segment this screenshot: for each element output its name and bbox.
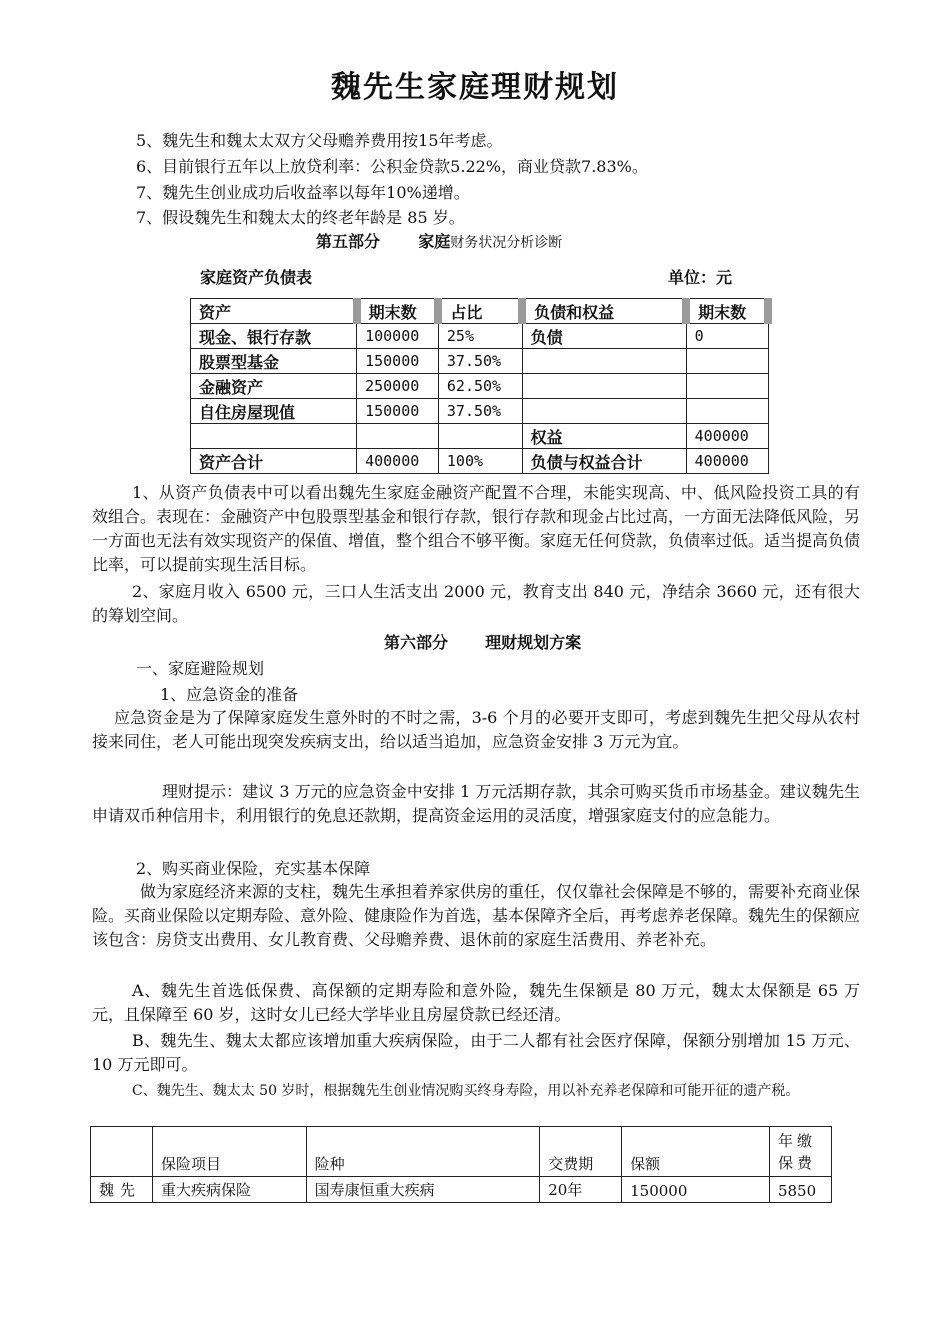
assumption-6: 6、目前银行五年以上放贷利率：公积金贷款5.22%，商业贷款7.83%。 bbox=[136, 157, 648, 176]
table-row bbox=[191, 324, 769, 349]
insurance-table bbox=[90, 1126, 832, 1203]
part5-heading-b: 家庭 bbox=[418, 232, 451, 251]
header-asset: 资产 bbox=[191, 299, 357, 324]
cell: 400000 bbox=[686, 424, 768, 449]
cell: 150000 bbox=[622, 1177, 770, 1203]
cell: 100000 bbox=[357, 324, 439, 349]
cell bbox=[191, 424, 357, 449]
cell bbox=[522, 349, 686, 374]
insurance-item-b: B、魏先生、魏太太都应该增加重大疾病保险，由于二人都有社会医疗保障，保额分别增加 15 万元、10 万元即可。 bbox=[92, 1031, 860, 1074]
emergency-fund-paragraph: 应急资金是为了保障家庭发生意外时的不时之需，3-6 个月的必要开支即可，考虑到魏先生把父母从农村接来同住，老人可能出现突发疾病支出，给以适当追加，应急资金安排 3 万元为宜。 bbox=[92, 708, 860, 751]
insurance-item-c: C、魏先生、魏太太 50 岁时，根据魏先生创业情况购买终身寿险，用以补充养老保障和可能开征的遗产税。 bbox=[132, 1083, 800, 1099]
insurance-paragraph: 做为家庭经济来源的支柱，魏先生承担着养家供房的重任，仅仅靠社会保障是不够的，需要补充商业保险。买商业保险以定期寿险、意外险、健康险作为首选，基本保障齐全后，再考虑养老保障。魏先生的保额应该包含：房贷支出费用、女儿教育费、父母赡养费、退休前的家庭生活费用、养老补充。 bbox=[92, 882, 861, 949]
cell bbox=[686, 349, 768, 374]
sub-emergency-fund: 1、应急资金的准备 bbox=[160, 685, 299, 704]
cell: 魏先 bbox=[91, 1177, 153, 1203]
ins-header-coverage: 保额 bbox=[622, 1127, 770, 1177]
ins-header-term: 交费期 bbox=[540, 1127, 622, 1177]
page-title: 魏先生家庭理财规划 bbox=[331, 70, 619, 105]
assumption-7b: 7、假设魏先生和魏太太的终老年龄是 85 岁。 bbox=[136, 208, 465, 227]
ins-header-person bbox=[91, 1127, 153, 1177]
cell: 62.50% bbox=[438, 374, 522, 399]
cell: 37.50% bbox=[438, 349, 522, 374]
cell bbox=[522, 374, 686, 399]
table-row bbox=[191, 449, 769, 474]
insurance-header-row bbox=[91, 1127, 832, 1177]
sub-insurance: 2、购买商业保险，充实基本保障 bbox=[136, 859, 371, 878]
cell bbox=[438, 424, 522, 449]
cell: 国寿康恒重大疾病 bbox=[306, 1177, 540, 1203]
header-amount-2: 期末数 bbox=[686, 299, 768, 324]
header-ratio: 占比 bbox=[438, 299, 522, 324]
header-amount: 期末数 bbox=[357, 299, 439, 324]
ins-header-item: 保险项目 bbox=[152, 1127, 306, 1177]
cell: 现金、银行存款 bbox=[191, 324, 357, 349]
table-row bbox=[191, 374, 769, 399]
header-liability: 负债和权益 bbox=[522, 299, 686, 324]
part5-heading-a: 第五部分 bbox=[316, 232, 381, 251]
cell: 金融资产 bbox=[191, 374, 357, 399]
part6-heading-a: 第六部分 bbox=[384, 633, 449, 652]
table-row bbox=[191, 349, 769, 374]
cell: 400000 bbox=[686, 449, 768, 474]
analysis-paragraph-1: 1、从资产负债表中可以看出魏先生家庭金融资产配置不合理，未能实现高、中、低风险投资工具的有效组合。表现在：金融资产中包股票型基金和银行存款，银行存款和现金占比过高，一方面无法降低风险，另一方面也无法有效实现资产的保值、增值，整个组合不够平衡。家庭无任何贷款，负债率过低。适当提高负债比率，可以提前实现生活目标。 bbox=[92, 483, 861, 574]
table-row bbox=[191, 399, 769, 424]
table-row bbox=[191, 424, 769, 449]
cell: 0 bbox=[686, 324, 768, 349]
cell: 负债 bbox=[522, 324, 686, 349]
cell bbox=[357, 424, 439, 449]
ins-header-type: 险种 bbox=[306, 1127, 540, 1177]
cell: 负债与权益合计 bbox=[522, 449, 686, 474]
ins-header-premium: 年缴保费 bbox=[769, 1127, 831, 1177]
balance-sheet-title: 家庭资产负债表 bbox=[200, 268, 313, 287]
part5-heading-c: 财务状况分析诊断 bbox=[450, 235, 563, 251]
cell: 权益 bbox=[522, 424, 686, 449]
cell: 150000 bbox=[357, 349, 439, 374]
analysis-paragraph-2: 2、家庭月收入 6500 元，三口人生活支出 2000 元，教育支出 840 元，净结余 3660 元，还有很大的筹划空间。 bbox=[92, 582, 860, 625]
assumption-7a: 7、魏先生创业成功后收益率以每年10%递增。 bbox=[136, 183, 470, 202]
cell: 250000 bbox=[357, 374, 439, 399]
assumption-5: 5、魏先生和魏太太双方父母赡养费用按15年考虑。 bbox=[136, 131, 503, 150]
cell bbox=[522, 399, 686, 424]
cell: 400000 bbox=[357, 449, 439, 474]
cell bbox=[686, 374, 768, 399]
cell: 资产合计 bbox=[191, 449, 357, 474]
cell: 37.50% bbox=[438, 399, 522, 424]
cell: 股票型基金 bbox=[191, 349, 357, 374]
insurance-item-a: A、魏先生首选低保费、高保额的定期寿险和意外险，魏先生保额是 80 万元，魏太太保额是 65 万元，且保障至 60 岁，这时女儿已经大学毕业且房屋贷款已经还清。 bbox=[92, 981, 860, 1024]
cell: 25% bbox=[438, 324, 522, 349]
balance-sheet-unit: 单位：元 bbox=[668, 268, 733, 287]
part6-heading-b: 理财规划方案 bbox=[485, 633, 582, 652]
balance-sheet-header-row bbox=[191, 299, 769, 324]
cell: 5850 bbox=[769, 1177, 831, 1203]
cell: 150000 bbox=[357, 399, 439, 424]
cell: 100% bbox=[438, 449, 522, 474]
cell bbox=[686, 399, 768, 424]
finance-tip-paragraph: 理财提示：建议 3 万元的应急资金中安排 1 万元活期存款，其余可购买货币市场基金。建议魏先生申请双币种信用卡，利用银行的免息还款期，提高资金运用的灵活度，增强家庭支付的应急能力。 bbox=[92, 782, 860, 825]
section-risk-planning: 一、家庭避险规划 bbox=[136, 659, 265, 678]
part6-heading bbox=[384, 630, 581, 653]
cell: 重大疾病保险 bbox=[152, 1177, 306, 1203]
table-row bbox=[91, 1177, 832, 1203]
cell: 自住房屋现值 bbox=[191, 399, 357, 424]
part5-heading bbox=[316, 229, 562, 252]
balance-sheet-table bbox=[190, 298, 772, 474]
cell: 20年 bbox=[540, 1177, 622, 1203]
